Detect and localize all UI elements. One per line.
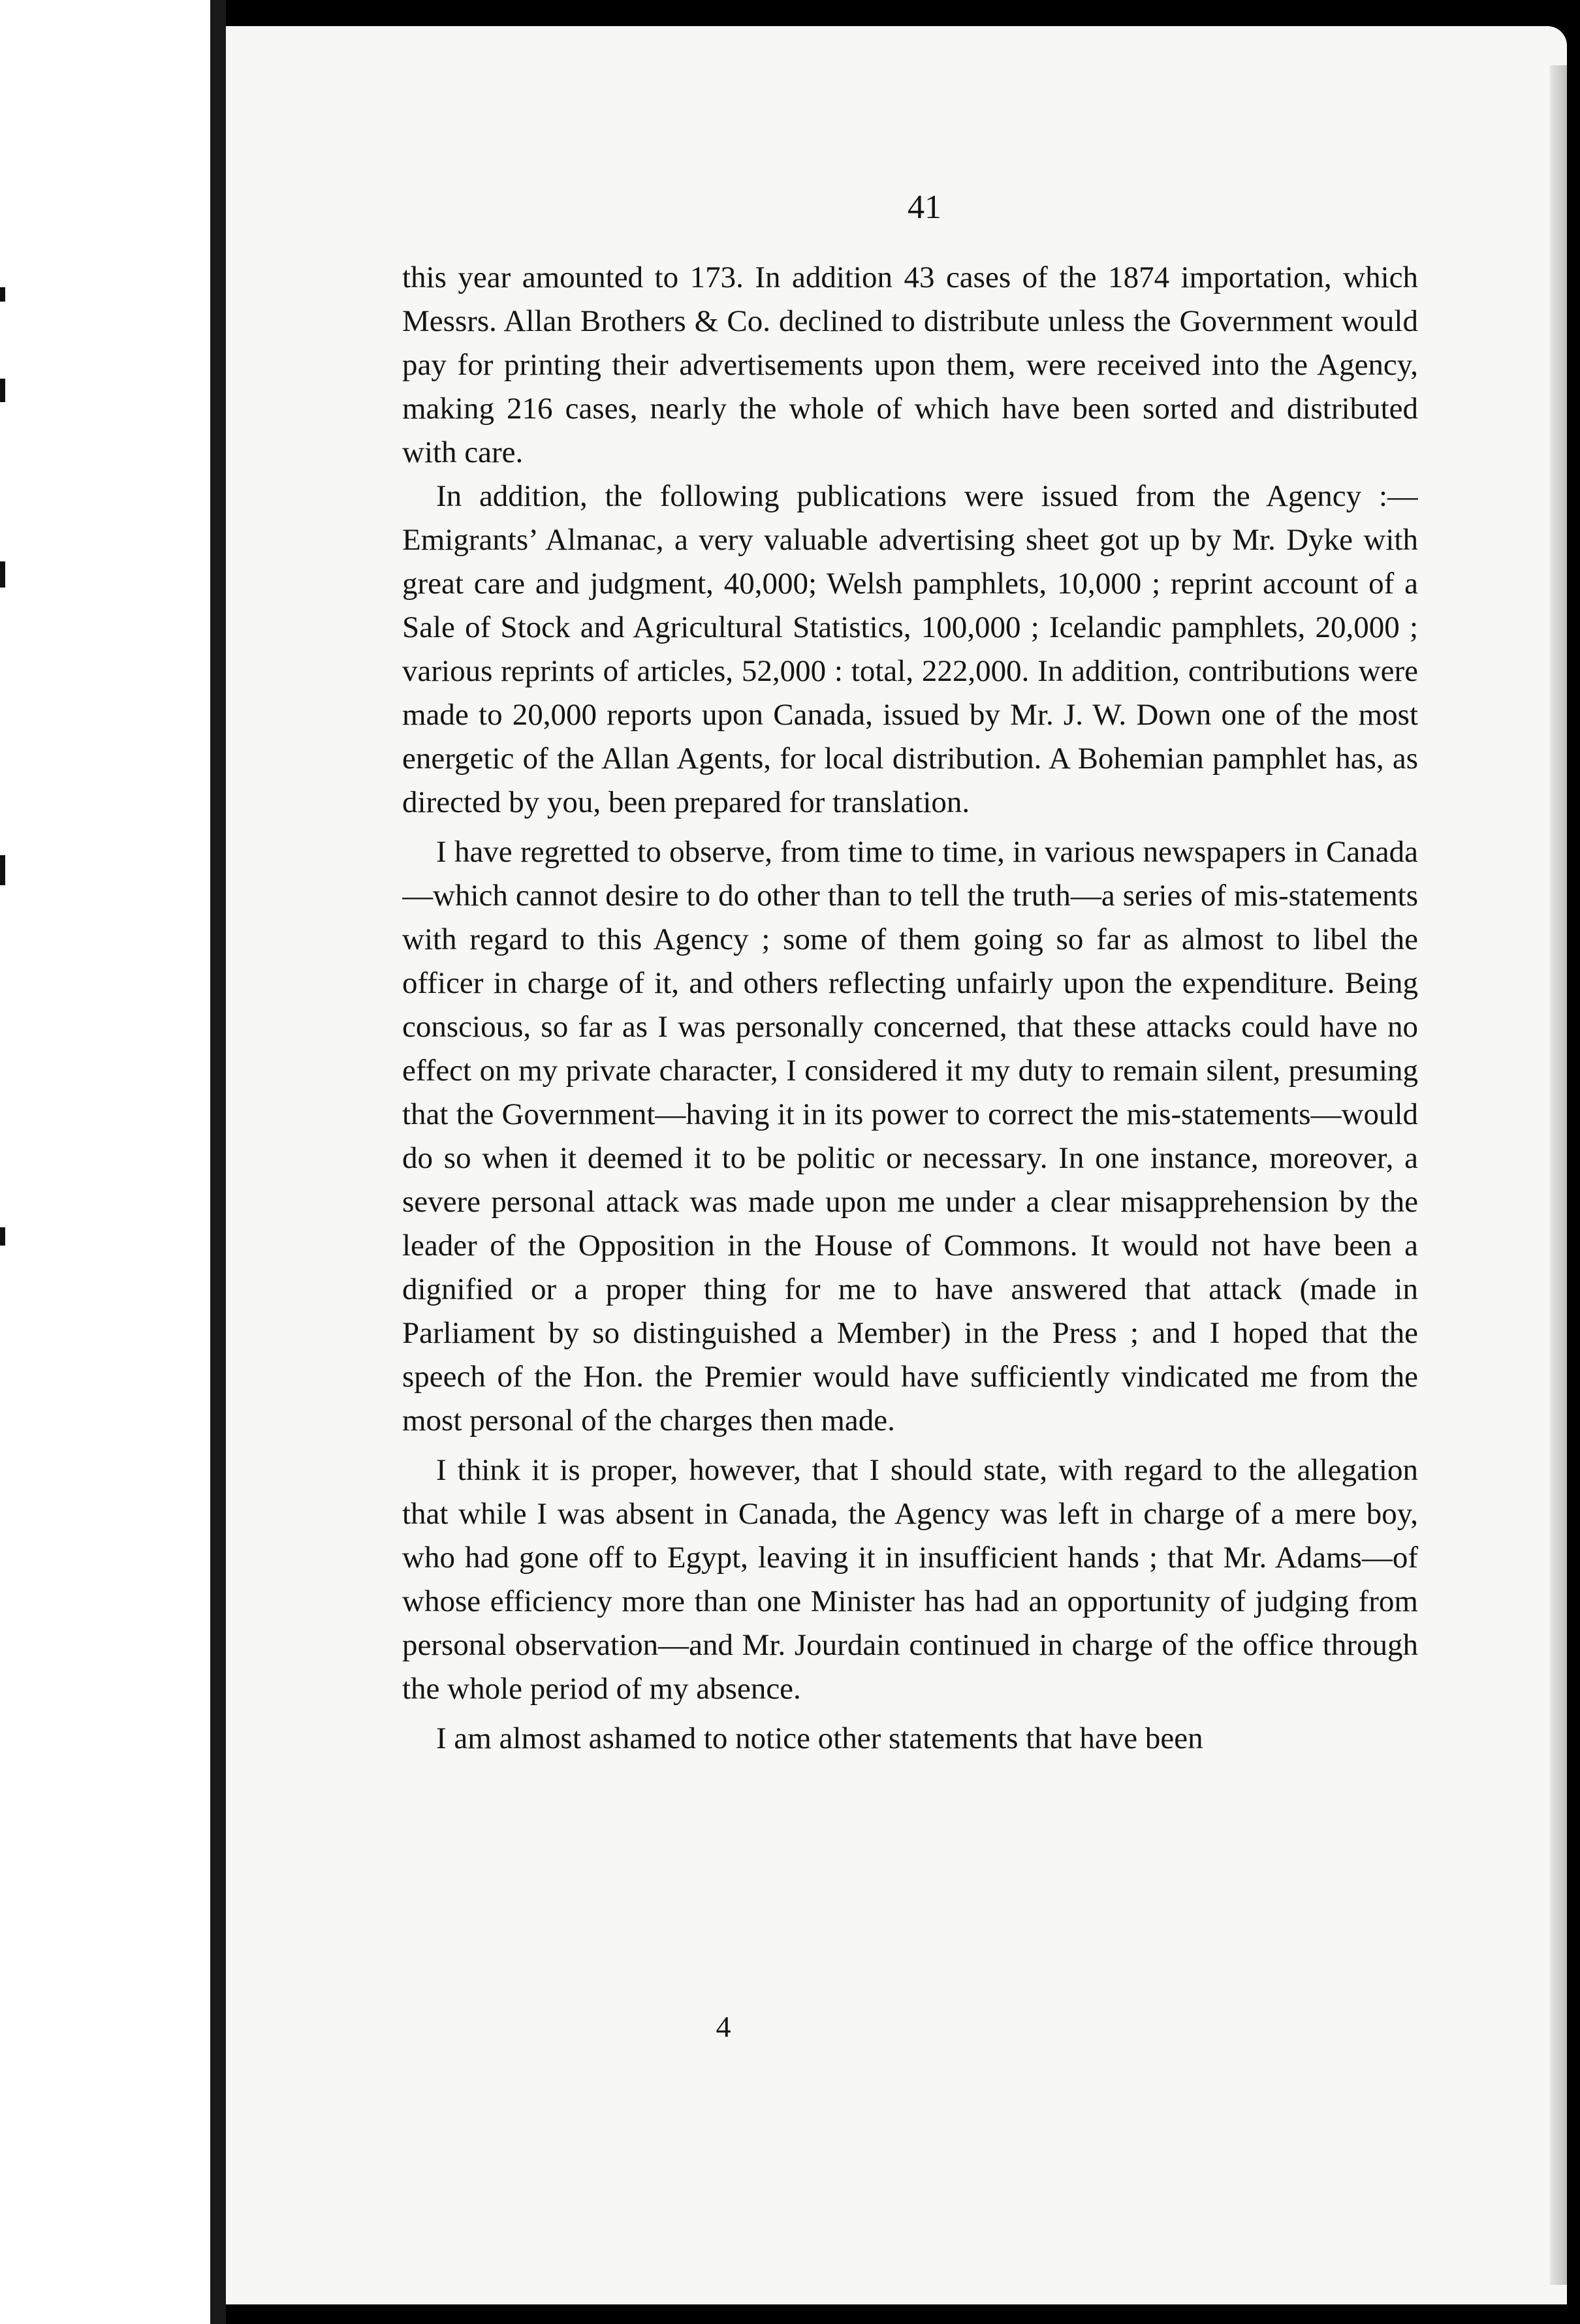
page-number: 41 [908, 189, 941, 226]
gutter-mark [0, 561, 5, 588]
gutter-mark [0, 287, 5, 302]
paragraph-5: I am almost ashamed to notice other statements that have been [436, 1721, 1203, 1755]
paragraph-4: I think it is proper, however, that I should state, with regard to the allegation that while I was absent in Canada, the Agency was left in charge of a mere boy, who had gone off to Egypt, leaving it in insufficient hands ; that Mr. Adams—of whose efficiency more than one Minister has had an opportunity of judging from personal observation—and Mr. Jourdain continued in charge of the office through the whole period of my absence. [402, 1453, 1418, 1706]
signature-mark: 4 [716, 2010, 731, 2043]
binding-line [210, 0, 226, 2324]
gutter-mark [0, 379, 5, 402]
body-text [402, 256, 1418, 1999]
page-edge-shadow [1550, 65, 1567, 2285]
left-margin-strip [0, 0, 210, 2324]
gutter-mark [0, 1227, 5, 1246]
paragraph-3: I have regretted to observe, from time to time, in various newspapers in Canada—which cannot desire to do other than to tell the truth—a series of mis-statements with regard to this Agency ; some of them going so far as almost to libel the officer in charge of it, and others reflecting unfairly upon the expenditure. Being conscious, so far as I was personally concerned, that these attacks could have no effect on my private character, I considered it my duty to remain silent, presuming that the Government—having it in its power to correct the mis-statements—would do so when it deemed it to be politic or necessary. In one instance, moreover, a severe personal attack was made upon me under a clear misapprehension by the leader of the Opposition in the House of Commons. It would not have been a dignified or a proper thing for me to have answered that attack (made in Parliament by so distinguished a Member) in the Press ; and I hoped that the speech of the Hon. the Premier would have sufficiently vindicated me from the most personal of the charges then made. [402, 835, 1418, 1437]
paragraph-2: In addition, the following publications were issued from the Agency :—Emigrants’ Almanac, a very valuable advertising sheet got up by Mr. Dyke with great care and judgment, 40,000; Welsh pamphlets, 10,000 ; reprint account of a Sale of Stock and Agricultural Statistics, 100,000 ; Icelandic pamphlets, 20,000 ; various reprints of articles, 52,000 : total, 222,000. In addition, contributions were made to 20,000 reports upon Canada, issued by Mr. J. W. Down one of the most energetic of the Allan Agents, for local distribution. A Bohemian pamphlet has, as directed by you, been prepared for translation. [402, 479, 1418, 819]
gutter-mark [0, 855, 5, 885]
paragraph-1: this year amounted to 173. In addition 43 cases of the 1874 importation, which Messrs. Allan Brothers & Co. declined to distribute unless the Government would pay for printing their advertisements upon them, were received into the Agency, making 216 cases, nearly the whole of which have been sorted and distributed with care. [402, 260, 1418, 469]
